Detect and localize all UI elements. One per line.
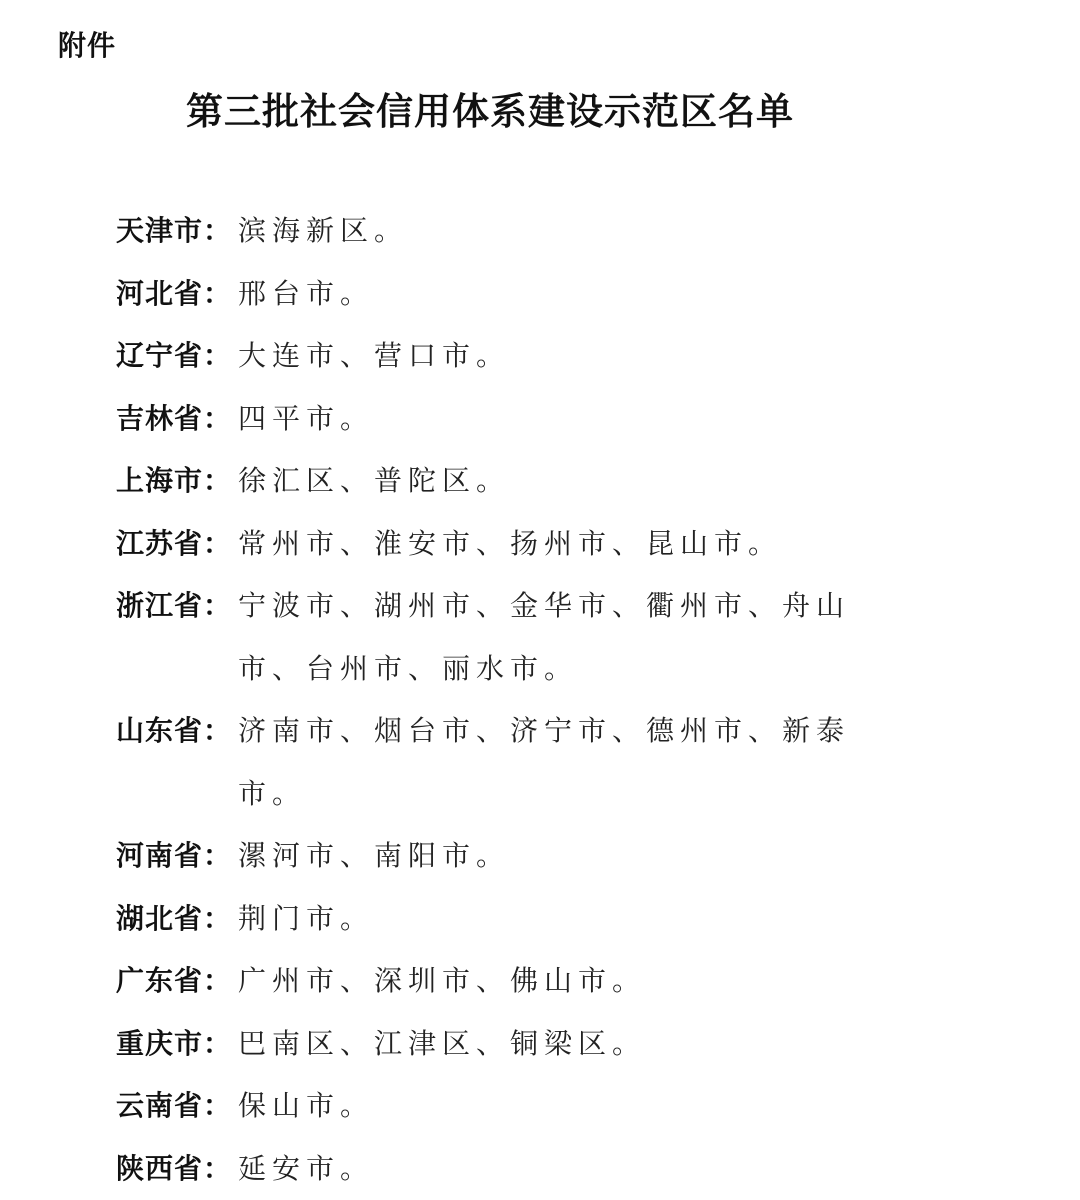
list-item xyxy=(116,200,916,263)
demonstration-zone-list xyxy=(116,200,916,1200)
province-label: 湖北省： xyxy=(116,888,238,951)
city-list: 漯河市、南阳市。 xyxy=(238,825,898,888)
city-list: 济南市、烟台市、济宁市、德州市、新泰市。 xyxy=(238,700,898,825)
list-item xyxy=(116,950,916,1013)
city-list: 大连市、营口市。 xyxy=(238,325,898,388)
document-title: 第三批社会信用体系建设示范区名单 xyxy=(0,84,1080,138)
province-label: 浙江省： xyxy=(116,575,238,638)
province-label: 山东省： xyxy=(116,700,238,763)
province-label: 河北省： xyxy=(116,263,238,326)
list-item xyxy=(116,825,916,888)
city-list: 巴南区、江津区、铜梁区。 xyxy=(238,1013,898,1076)
province-label: 天津市： xyxy=(116,200,238,263)
city-list: 徐汇区、普陀区。 xyxy=(238,450,898,513)
city-list: 宁波市、湖州市、金华市、衢州市、舟山市、台州市、丽水市。 xyxy=(238,575,898,700)
city-list: 滨海新区。 xyxy=(238,200,898,263)
list-item xyxy=(116,1138,916,1200)
city-list: 四平市。 xyxy=(238,388,898,451)
province-label: 河南省： xyxy=(116,825,238,888)
list-item xyxy=(116,513,916,576)
province-label: 广东省： xyxy=(116,950,238,1013)
list-item xyxy=(116,450,916,513)
attachment-label: 附件 xyxy=(58,28,116,64)
province-label: 重庆市： xyxy=(116,1013,238,1076)
province-label: 江苏省： xyxy=(116,513,238,576)
list-item xyxy=(116,388,916,451)
province-label: 云南省： xyxy=(116,1075,238,1138)
city-list: 保山市。 xyxy=(238,1075,898,1138)
province-label: 陕西省： xyxy=(116,1138,238,1200)
city-list: 广州市、深圳市、佛山市。 xyxy=(238,950,898,1013)
list-item xyxy=(116,325,916,388)
list-item xyxy=(116,263,916,326)
city-list: 常州市、淮安市、扬州市、昆山市。 xyxy=(238,513,898,576)
city-list: 延安市。 xyxy=(238,1138,898,1200)
list-item xyxy=(116,1013,916,1076)
list-item xyxy=(116,700,916,825)
city-list: 荆门市。 xyxy=(238,888,898,951)
city-list: 邢台市。 xyxy=(238,263,898,326)
province-label: 吉林省： xyxy=(116,388,238,451)
province-label: 辽宁省： xyxy=(116,325,238,388)
list-item xyxy=(116,1075,916,1138)
list-item xyxy=(116,575,916,700)
list-item xyxy=(116,888,916,951)
province-label: 上海市： xyxy=(116,450,238,513)
